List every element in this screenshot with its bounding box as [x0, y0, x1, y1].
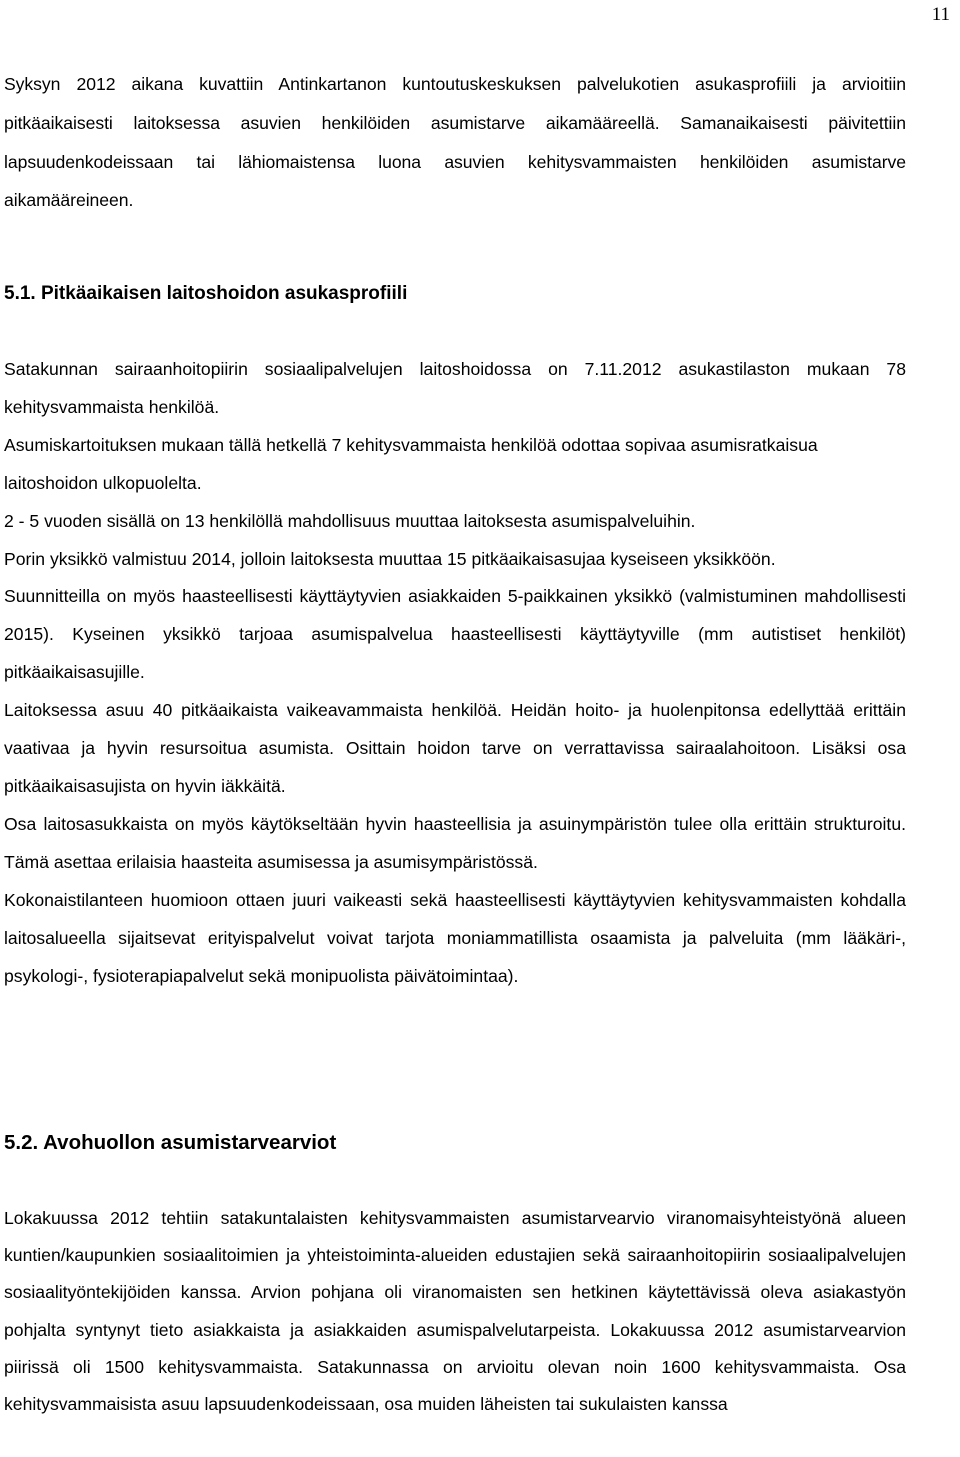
section-heading-5-1: 5.1. Pitkäaikaisen laitoshoidon asukasprofiili: [4, 283, 408, 304]
paragraph: Suunnitteilla on myös haasteellisesti käyttäytyvien asiakkaiden 5-paikkainen yksikkö (valmistuminen mahdollisesti 2015). Kyseinen yksikkö tarjoaa asumispalvelua haasteellisesti käyttäytyville (mm autistiset henkilöt) pitkäaikaisasujille.: [4, 586, 906, 683]
intro-paragraph: Syksyn 2012 aikana kuvattiin Antinkartanon kuntoutuskeskuksen palvelukotien asukasprofiili ja arvioitiin pitkäaikaisesti laitoksessa asuvien henkilöiden asumistarve aikamääreellä. Samanaikaisesti päivitettiin lapsuudenkodeissaan tai lähiomaistensa luona asuvien kehitysvammaisten henkilöiden asumistarve aikamääreineen.: [4, 74, 906, 211]
section-heading-5-2: 5.2. Avohuollon asumistarvearviot: [4, 1131, 337, 1154]
section-body-5-1: [4, 351, 906, 995]
section-body-5-2: [4, 1200, 906, 1423]
paragraph: 2 - 5 vuoden sisällä on 13 henkilöllä mahdollisuus muuttaa laitoksesta asumispalveluihin.: [4, 510, 696, 531]
paragraph: Laitoksessa asuu 40 pitkäaikaista vaikeavammaista henkilöä. Heidän hoito- ja huolenpitonsa edellyttää erittäin vaativaa ja hyvin resursoitua asumista. Osittain hoidon tarve on verrattavissa sairaalahoitoon. Lisäksi osa pitkäaikaisasujista on hyvin iäkkäitä.: [4, 700, 906, 796]
paragraph: Kokonaistilanteen huomioon ottaen juuri vaikeasti sekä haasteellisesti käyttäytyvien kehitysvammaisten kohdalla laitosalueella sijaitsevat erityispalvelut voivat tarjota moniammatillista osaamista ja palveluita (mm lääkäri-, psykologi-, fysioterapiapalvelut sekä monipuolista päivätoimintaa).: [4, 889, 906, 986]
paragraph: Osa laitosasukkaista on myös käytökseltään hyvin haasteellisia ja asuinympäristön tulee olla erittäin strukturoitu. Tämä asettaa erilaisia haasteita asumisessa ja asumisympäristössä.: [4, 813, 906, 872]
paragraph: Satakunnan sairaanhoitopiirin sosiaalipalvelujen laitoshoidossa on 7.11.2012 asukastilaston mukaan 78 kehitysvammaista henkilöä.: [4, 359, 906, 417]
paragraph: Asumiskartoituksen mukaan tällä hetkellä 7 kehitysvammaista henkilöä odottaa sopivaa asumisratkaisua laitoshoidon ulkopuolelta.: [4, 434, 818, 493]
page-number: 11: [931, 4, 950, 25]
paragraph: Porin yksikkö valmistuu 2014, jolloin laitoksesta muuttaa 15 pitkäaikaisasujaa kyseiseen yksikköön.: [4, 548, 776, 569]
intro-section: [4, 65, 906, 220]
paragraph: Lokakuussa 2012 tehtiin satakuntalaisten kehitysvammaisten asumistarvearvio viranomaisyhteistyönä alueen kuntien/kaupunkien sosiaalitoimien ja yhteistoiminta-alueiden edustajien sekä sairaanhoitopiirin sosiaalipalvelujen sosiaalityöntekijöiden kanssa. Arvion pohjana oli viranomaisten sen hetkinen käytettävissä oleva asiakastyön pohjalta syntynyt tieto asiakkaista ja asiakkaiden asumispalvelutarpeista. Lokakuussa 2012 asumistarvearvion piirissä oli 1500 kehitysvammaista. Satakunnassa on arvioitu olevan noin 1600 kehitysvammaista. Osa kehitysvammaisista asuu lapsuudenkodeissaan, osa muiden läheisten tai sukulaisten kanssa: [4, 1208, 906, 1415]
